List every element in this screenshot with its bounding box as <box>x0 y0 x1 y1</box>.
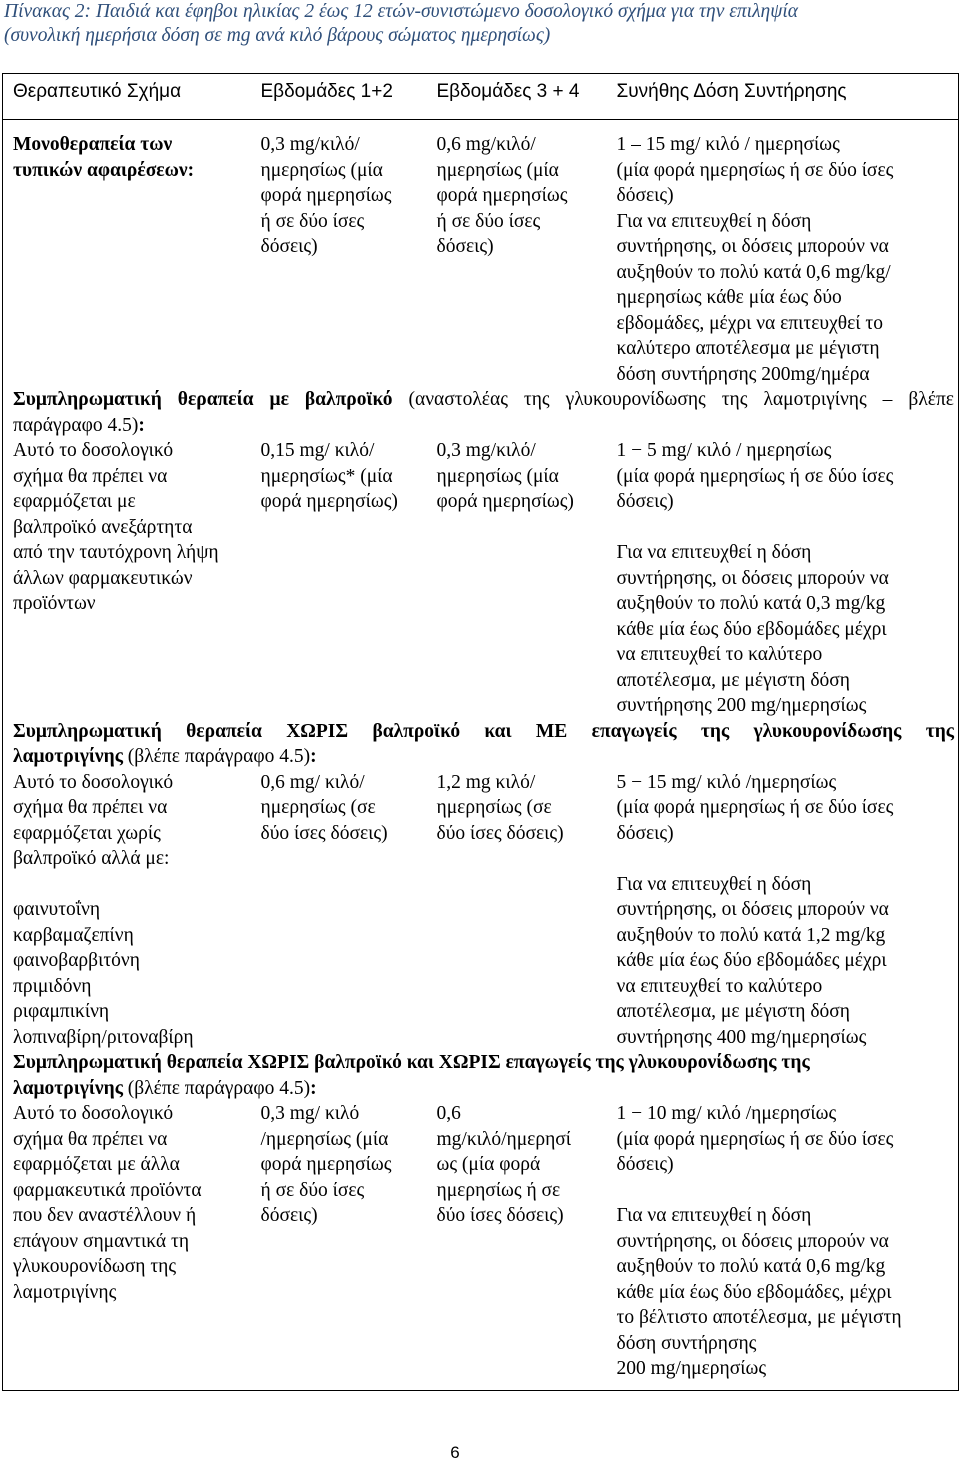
text-line: ημερησίως ή σε <box>436 1179 561 1201</box>
text-line: 0,6 mg/κιλό/ <box>436 134 536 155</box>
text-line: δόση συντήρησης <box>616 1332 757 1354</box>
text-line: /ημερησίως (μία <box>260 1128 389 1150</box>
text-line: κάθε μία έως δύο εβδομάδες μέχρι <box>616 950 887 971</box>
text-line: συντήρησης, οι δόσεις μπορούν να <box>616 899 889 920</box>
header-regimen: Θεραπευτικό Σχήμα <box>3 74 251 120</box>
text-line: 1 − 5 mg/ κιλό / ημερησίως <box>616 440 832 461</box>
text-line: ημερησίως (μία <box>436 159 559 181</box>
text-line: γλυκουρονίδωση της <box>13 1256 177 1277</box>
row4-maintenance <box>607 1101 959 1390</box>
text-line: κάθε μία έως δύο εβδομάδες μέχρι <box>616 618 887 640</box>
text-line: λαμοτριγίνης <box>13 1281 117 1303</box>
text-line: Μονοθεραπεία των <box>13 134 173 155</box>
text-line: δόσεις) <box>616 491 674 512</box>
table-caption <box>4 0 956 48</box>
text-line: αποτέλεσμα, με μέγιστη δόση <box>616 669 851 691</box>
caption-line-2: (συνολική ημερήσια δόση σε mg ανά κιλό βάρους σώματος ημερησίως) <box>4 25 551 46</box>
section-heading <box>3 387 959 438</box>
text-line: άλλων φαρμακευτικών <box>13 567 193 589</box>
text-line: συντήρησης 400 mg/ημερησίως <box>616 1026 867 1048</box>
text-line: (μία φορά ημερησίως ή σε δύο ίσες <box>616 797 894 818</box>
table-row <box>3 438 959 719</box>
text-line: το βέλτιστο αποτέλεσμα, με μέγιστη <box>616 1307 902 1328</box>
row3-maintenance-b <box>617 872 955 1051</box>
text-line: φορά ημερησίως <box>260 185 392 206</box>
table-row <box>3 1101 959 1390</box>
row4-label <box>3 1101 251 1390</box>
section4-bold: λαμοτριγίνης <box>13 1077 123 1099</box>
text-line: ημερησίως* (μία <box>260 465 393 487</box>
row1-weeks-3-4 <box>427 120 607 388</box>
text-line: δύο ίσες δόσεις) <box>260 822 388 844</box>
row2-maintenance-b <box>617 540 955 719</box>
text-line: δόσεις) <box>616 822 674 844</box>
row4-maintenance-a <box>617 1101 955 1178</box>
row2-weeks-3-4 <box>427 438 607 719</box>
text-line: καλύτερο αποτέλεσμα με μέγιστη <box>616 338 880 359</box>
text-line: δόση συντήρησης 200mg/ημέρα <box>616 363 870 385</box>
text-line: 0,3 mg/κιλό/ <box>260 134 360 155</box>
text-line: κάθε μία έως δύο εβδομάδες, μέχρι <box>616 1281 892 1303</box>
section4-ref: (βλέπε παράγραφο 4.5) <box>122 1077 311 1099</box>
text-line: mg/κιλό/ημερησί <box>436 1128 572 1150</box>
text-line: φαινοβαρβιτόνη <box>13 950 140 971</box>
text-line: 1 – 15 mg/ κιλό / ημερησίως <box>616 134 840 155</box>
text-line: εφαρμόζεται με <box>13 491 136 512</box>
text-line: 0,6 mg/ κιλό/ <box>260 771 365 793</box>
text-line: δόσεις) <box>616 185 674 206</box>
row4-weeks-3-4 <box>427 1101 607 1390</box>
section3-line2 <box>13 744 954 770</box>
text-line: εβδομάδες, μέχρι να επιτευχθεί το <box>616 312 883 334</box>
text-line: 0,3 mg/ κιλό <box>260 1103 360 1124</box>
text-line: φορά ημερησίως <box>436 185 568 206</box>
text-line: καρβαμαζεπίνη <box>13 924 134 946</box>
text-line: 1 − 10 mg/ κιλό /ημερησίως <box>616 1103 837 1124</box>
text-line: 0,6 <box>436 1103 461 1124</box>
text-line: ριφαμπικίνη <box>13 1001 110 1022</box>
text-line: δύο ίσες δόσεις) <box>436 1205 564 1226</box>
row3-label <box>3 770 251 1051</box>
table-row <box>3 770 959 1051</box>
text-line: δόσεις) <box>260 1205 318 1226</box>
text-line: να επιτευχθεί το καλύτερο <box>616 975 823 997</box>
section2-ref: παράγραφο 4.5) <box>13 414 139 436</box>
row3-maintenance-a <box>617 770 955 847</box>
text-line: Αυτό το δοσολογικό <box>13 1103 174 1124</box>
row3-weeks-1-2 <box>251 770 427 1051</box>
table-row <box>3 120 959 388</box>
row1-weeks-1-2 <box>251 120 427 388</box>
text-line: σχήμα θα πρέπει να <box>13 1128 168 1150</box>
row2-label <box>3 438 251 719</box>
section4-line2 <box>13 1076 954 1102</box>
text-line: προϊόντων <box>13 593 96 614</box>
text-line: αυξηθούν το πολύ κατά 1,2 mg/kg <box>616 924 886 946</box>
text-line: ημερησίως (μία <box>436 465 559 487</box>
section3-colon: : <box>310 746 317 767</box>
text-line: βαλπροϊκό αλλά με: <box>13 848 170 869</box>
section2-line1 <box>13 387 954 413</box>
text-line: φορά ημερησίως <box>260 1154 392 1175</box>
section2-line2 <box>13 413 954 439</box>
text-line: πριμιδόνη <box>13 975 92 997</box>
text-line: φαρμακευτικά προϊόντα <box>13 1179 202 1201</box>
row1-label <box>3 120 251 388</box>
text-line: τυπικών αφαιρέσεων: <box>13 159 195 181</box>
row4-maintenance-b <box>617 1203 955 1382</box>
text-line: συντήρησης, οι δόσεις μπορούν να <box>616 236 889 257</box>
text-line: συντήρησης 200 mg/ημερησίως <box>616 695 867 716</box>
text-line: δόσεις) <box>260 236 318 257</box>
section2-colon: : <box>138 414 145 436</box>
text-line: συντήρησης, οι δόσεις μπορούν να <box>616 567 889 589</box>
text-line: 0,3 mg/κιλό/ <box>436 440 536 461</box>
row2-maintenance <box>607 438 959 719</box>
text-line: επάγουν σημαντικά τη <box>13 1230 190 1252</box>
text-line: Αυτό το δοσολογικό <box>13 771 174 793</box>
section3-bold: λαμοτριγίνης <box>13 746 123 767</box>
text-line: 5 − 15 mg/ κιλό /ημερησίως <box>616 771 837 793</box>
text-line: συντήρησης, οι δόσεις μπορούν να <box>616 1230 889 1252</box>
page-number: 6 <box>450 1443 460 1462</box>
section-heading <box>3 1050 959 1101</box>
row3-weeks-3-4 <box>427 770 607 1051</box>
section3-ref: (βλέπε παράγραφο 4.5) <box>122 746 311 767</box>
text-line: Για να επιτευχθεί η δόση <box>616 542 812 563</box>
text-line: Αυτό το δοσολογικό <box>13 440 174 461</box>
dosage-table <box>2 73 959 1391</box>
text-line: βαλπροϊκό ανεξάρτητα <box>13 516 193 538</box>
text-line: δόσεις) <box>436 236 494 257</box>
table-header-row <box>3 74 959 120</box>
text-line: (μία φορά ημερησίως ή σε δύο ίσες <box>616 465 894 487</box>
section2-bold: Συμπληρωματική θεραπεία με βαλπροϊκό <box>13 389 393 410</box>
section-heading <box>3 719 959 770</box>
text-line: αυξηθούν το πολύ κατά 0,6 mg/kg/ <box>616 261 891 283</box>
row4-weeks-1-2 <box>251 1101 427 1390</box>
text-line: 1,2 mg κιλό/ <box>436 771 536 793</box>
row3-label-a <box>13 770 247 872</box>
text-line: ημερησίως κάθε μία έως δύο <box>616 287 842 308</box>
text-line: να επιτευχθεί το καλύτερο <box>616 644 823 665</box>
text-line: από την ταυτόχρονη λήψη <box>13 542 219 563</box>
row3-label-b <box>13 897 247 1050</box>
text-line: Για να επιτευχθεί η δόση <box>616 1205 812 1226</box>
text-line: ημερησίως (σε <box>436 797 552 818</box>
text-line: Για να επιτευχθεί η δόση <box>616 873 812 895</box>
header-maintenance: Συνήθης Δόση Συντήρησης <box>607 74 959 120</box>
caption-line-1: Πίνακας 2: Παιδιά και έφηβοι ηλικίας 2 έως 12 ετών-συνιστώμενο δοσολογικό σχήμα για την επιληψία <box>4 1 798 22</box>
text-line: 0,15 mg/ κιλό/ <box>260 440 375 461</box>
text-line: ή σε δύο ίσες <box>260 1179 365 1201</box>
text-line: 200 mg/ημερησίως <box>616 1358 767 1379</box>
text-line: φαινυτοΐνη <box>13 899 101 920</box>
section2-rest: (αναστολέας της γλυκουρονίδωσης της λαμοτριγίνης – βλέπε <box>392 389 954 410</box>
text-line: φορά ημερησίως) <box>436 491 574 512</box>
header-weeks-1-2: Εβδομάδες 1+2 <box>251 74 427 120</box>
text-line: ημερησίως (σε <box>260 797 376 818</box>
text-line: δόσεις) <box>616 1154 674 1175</box>
text-line: που δεν αναστέλλουν ή <box>13 1205 197 1226</box>
text-line: σχήμα θα πρέπει να <box>13 797 168 818</box>
text-line: (μία φορά ημερησίως ή σε δύο ίσες <box>616 1128 894 1150</box>
text-line: (μία φορά ημερησίως ή σε δύο ίσες <box>616 159 894 181</box>
text-line: δύο ίσες δόσεις) <box>436 822 564 844</box>
text-line: Για να επιτευχθεί η δόση <box>616 210 812 232</box>
text-line: εφαρμόζεται χωρίς <box>13 822 161 844</box>
text-line: φορά ημερησίως) <box>260 491 398 512</box>
row3-maintenance <box>607 770 959 1051</box>
text-line: ως (μία φορά <box>436 1154 541 1175</box>
text-line: σχήμα θα πρέπει να <box>13 465 168 487</box>
row1-maintenance <box>607 120 959 388</box>
text-line: ημερησίως (μία <box>260 159 383 181</box>
text-line: αποτέλεσμα, με μέγιστη δόση <box>616 1001 851 1022</box>
section4-line1: Συμπληρωματική θεραπεία ΧΩΡΙΣ βαλπροϊκό και ΧΩΡΙΣ επαγωγείς της γλυκουρονίδωσης της <box>13 1052 810 1073</box>
section4-colon: : <box>310 1077 317 1099</box>
row2-weeks-1-2 <box>251 438 427 719</box>
text-line: ή σε δύο ίσες <box>436 210 541 232</box>
text-line: ή σε δύο ίσες <box>260 210 365 232</box>
text-line: εφαρμόζεται με άλλα <box>13 1154 180 1175</box>
section3-line1: Συμπληρωματική θεραπεία ΧΩΡΙΣ βαλπροϊκό και ΜΕ επαγωγείς της γλυκουρονίδωσης της <box>13 720 954 742</box>
text-line: αυξηθούν το πολύ κατά 0,6 mg/kg <box>616 1256 886 1277</box>
text-line: αυξηθούν το πολύ κατά 0,3 mg/kg <box>616 593 886 614</box>
text-line: λοπιναβίρη/ριτοναβίρη <box>13 1026 194 1048</box>
header-weeks-3-4: Εβδομάδες 3 + 4 <box>427 74 607 120</box>
row2-maintenance-a <box>617 438 955 515</box>
